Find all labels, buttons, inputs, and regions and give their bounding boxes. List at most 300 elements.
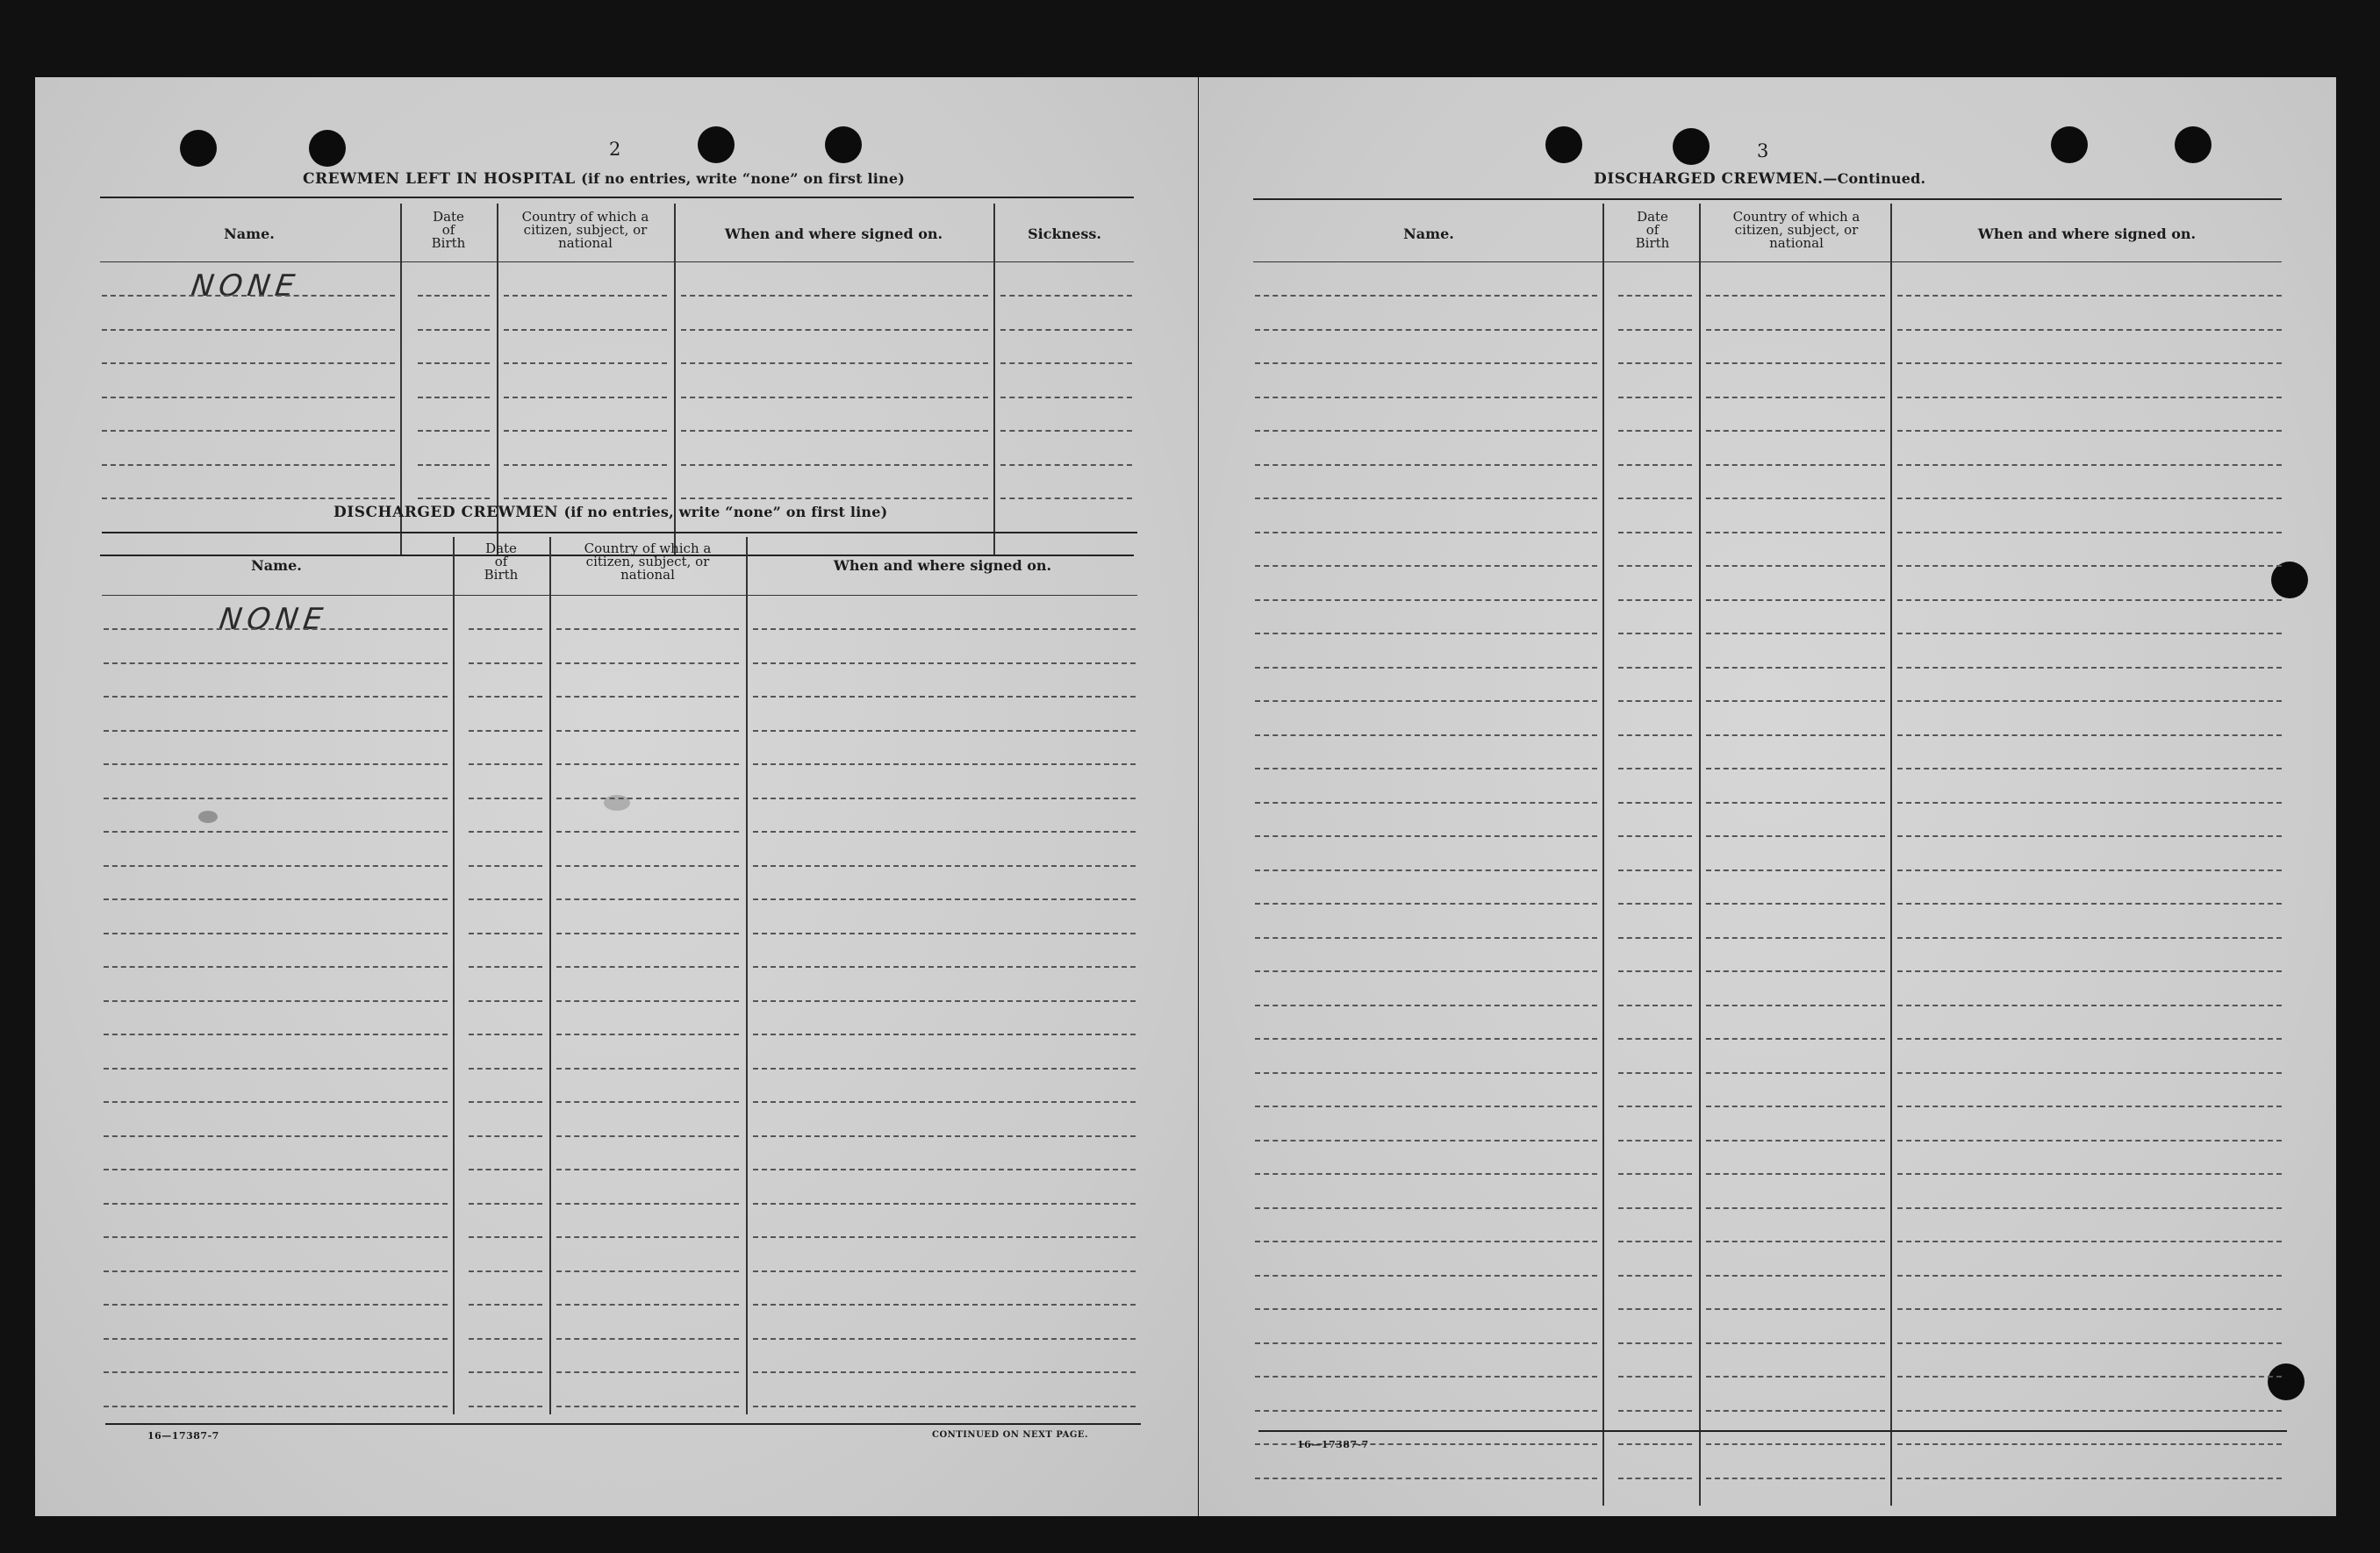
ruled-line [1897, 430, 2282, 432]
ruled-line [1255, 497, 1597, 499]
ruled-line [104, 1270, 448, 1272]
ruled-line [753, 628, 1136, 630]
ruled-line [1706, 633, 1885, 634]
ruled-line [1000, 362, 1132, 364]
ruled-line [1618, 700, 1692, 702]
ruled-line [1897, 565, 2282, 567]
ruled-line [504, 362, 667, 364]
section-top-rule [102, 532, 1137, 533]
ruled-line [469, 1338, 542, 1340]
ruled-line [1255, 430, 1597, 432]
ruled-line [1706, 870, 1885, 871]
col-header-sickness: Sickness. [1028, 225, 1101, 242]
ruled-line [556, 1068, 739, 1070]
ruled-line [753, 1236, 1136, 1238]
ruled-line [1618, 802, 1692, 804]
ruled-line [1706, 329, 1885, 331]
ruled-line [556, 1371, 739, 1373]
ruled-line [1706, 532, 1885, 533]
ruled-line [104, 1371, 448, 1373]
ruled-line [1897, 532, 2282, 533]
ruled-line [556, 1236, 739, 1238]
ruled-line [1897, 362, 2282, 364]
punch-hole [698, 126, 735, 163]
top-rule [1253, 198, 2282, 200]
ruled-line [469, 1034, 542, 1035]
ruled-line [1618, 1308, 1692, 1310]
ruled-line [1706, 397, 1885, 398]
ruled-line [1618, 329, 1692, 331]
ruled-line [1618, 362, 1692, 364]
ruled-line [1255, 532, 1597, 533]
ruled-line [753, 898, 1136, 900]
right-page-title: DISCHARGED CREWMEN.—Continued. [1594, 170, 1926, 188]
ruled-line [104, 966, 448, 968]
punch-hole [2051, 126, 2088, 163]
ruled-line [1618, 1376, 1692, 1378]
ruled-line [1000, 397, 1132, 398]
ruled-line [1897, 1173, 2282, 1175]
ruled-line [1897, 700, 2282, 702]
ruled-line [1255, 734, 1597, 736]
ruled-line [1255, 768, 1597, 769]
ruled-line [1255, 1207, 1597, 1209]
header-rule [1253, 261, 2282, 262]
ruled-line [1618, 1443, 1692, 1445]
ruled-line [469, 628, 542, 630]
column-divider [1890, 204, 1892, 1506]
column-divider [1602, 204, 1604, 1506]
ruled-line [104, 763, 448, 765]
ruled-line [1897, 1443, 2282, 1445]
ruled-line [104, 1000, 448, 1002]
ruled-line [556, 1169, 739, 1170]
ruled-line [104, 798, 448, 799]
ruled-line [104, 1169, 448, 1170]
ruled-line [469, 1406, 542, 1407]
ruled-line [104, 1406, 448, 1407]
ruled-line [1897, 397, 2282, 398]
ruled-line [1255, 633, 1597, 634]
col-header-dob: Date of Birth [1635, 209, 1670, 251]
ruled-line [1897, 1072, 2282, 1074]
ruled-line [1000, 430, 1132, 432]
ruled-line [1255, 700, 1597, 702]
ruled-line [1255, 1173, 1597, 1175]
ruled-line [102, 430, 395, 432]
ruled-line [1255, 1275, 1597, 1277]
ruled-line [556, 798, 739, 799]
ruled-line [681, 295, 988, 297]
ruled-line [1897, 599, 2282, 601]
ruled-line [1897, 667, 2282, 669]
header-rule [102, 595, 1137, 596]
ruled-line [1255, 1106, 1597, 1107]
ruled-line [1255, 1410, 1597, 1412]
ruled-line [1618, 1241, 1692, 1242]
ruled-line [753, 1034, 1136, 1035]
ruled-line [104, 1236, 448, 1238]
ruled-line [1897, 633, 2282, 634]
ruled-line [1897, 1410, 2282, 1412]
ruled-line [102, 362, 395, 364]
ruled-line [1618, 667, 1692, 669]
ruled-line [681, 464, 988, 466]
ruled-line [104, 1135, 448, 1137]
ruled-line [1706, 1241, 1885, 1242]
ruled-line [1706, 464, 1885, 466]
discharged-section-title: DISCHARGED CREWMEN (if no entries, write “none” on first line) [333, 504, 888, 521]
ruled-line [1706, 362, 1885, 364]
ruled-line [1897, 1005, 2282, 1006]
ruled-line [753, 730, 1136, 732]
ruled-line [1706, 734, 1885, 736]
col-header-country: Country of which a citizen, subject, or national [584, 540, 712, 583]
ruled-line [418, 295, 490, 297]
ruled-line [1706, 937, 1885, 939]
ruled-line [1897, 295, 2282, 297]
ruled-line [681, 362, 988, 364]
ruled-line [556, 730, 739, 732]
ruled-line [1618, 397, 1692, 398]
ruled-line [469, 933, 542, 934]
ink-smudge [604, 795, 630, 811]
ruled-line [753, 763, 1136, 765]
col-header-signed: When and where signed on. [724, 225, 943, 242]
ruled-line [1255, 667, 1597, 669]
ruled-line [104, 1101, 448, 1103]
column-divider [497, 204, 498, 555]
ruled-line [1255, 835, 1597, 837]
ruled-line [753, 1371, 1136, 1373]
ruled-line [104, 662, 448, 664]
page-number: 2 [609, 139, 621, 160]
ruled-line [556, 662, 739, 664]
ruled-line [1618, 464, 1692, 466]
ruled-line [753, 1338, 1136, 1340]
punch-hole [2175, 126, 2212, 163]
ruled-line [1255, 1038, 1597, 1040]
ruled-line [1897, 1478, 2282, 1479]
ruled-line [469, 1304, 542, 1306]
ruled-line [104, 865, 448, 867]
ruled-line [753, 1068, 1136, 1070]
ruled-line [1706, 1106, 1885, 1107]
ruled-line [469, 1371, 542, 1373]
ruled-line [1897, 870, 2282, 871]
ruled-line [469, 763, 542, 765]
ruled-line [418, 362, 490, 364]
ruled-line [1618, 903, 1692, 905]
ruled-line [556, 1270, 739, 1272]
ruled-line [1706, 835, 1885, 837]
ruled-line [104, 1338, 448, 1340]
header-rule [100, 261, 1134, 262]
punch-hole [2268, 1363, 2305, 1400]
ruled-line [504, 295, 667, 297]
handwritten-entry: NONE [217, 602, 330, 637]
ruled-line [1255, 397, 1597, 398]
ruled-line [753, 798, 1136, 799]
ruled-line [556, 1203, 739, 1205]
ruled-line [1618, 1478, 1692, 1479]
right-page [1199, 77, 2336, 1516]
ruled-line [1897, 1376, 2282, 1378]
col-header-dob: Date of Birth [484, 540, 519, 583]
ruled-line [104, 1034, 448, 1035]
col-header-signed: When and where signed on. [1977, 225, 2197, 242]
ruled-line [1897, 835, 2282, 837]
ruled-line [1706, 802, 1885, 804]
ruled-line [1706, 1038, 1885, 1040]
ruled-line [1897, 497, 2282, 499]
ruled-line [1897, 1275, 2282, 1277]
ruled-line [1706, 1308, 1885, 1310]
ruled-line [1255, 870, 1597, 871]
ruled-line [1897, 329, 2282, 331]
ruled-line [556, 966, 739, 968]
ruled-line [469, 662, 542, 664]
bottom-rule [1258, 1430, 2287, 1432]
ruled-line [1706, 700, 1885, 702]
ruled-line [504, 497, 667, 499]
ruled-line [1618, 768, 1692, 769]
ruled-line [1618, 430, 1692, 432]
ruled-line [1618, 633, 1692, 634]
ruled-line [1255, 1376, 1597, 1378]
ruled-line [1255, 1241, 1597, 1242]
ruled-line [1706, 1275, 1885, 1277]
ruled-line [104, 628, 448, 630]
ruled-line [1706, 1342, 1885, 1344]
ruled-line [1255, 1072, 1597, 1074]
ruled-line [1255, 599, 1597, 601]
ruled-line [753, 1101, 1136, 1103]
ruled-line [1255, 802, 1597, 804]
ruled-line [102, 295, 395, 297]
form-number: 16—17387-7 [1297, 1439, 1369, 1450]
col-header-name: Name. [1403, 225, 1454, 242]
ruled-line [1706, 430, 1885, 432]
ruled-line [753, 933, 1136, 934]
ruled-line [469, 696, 542, 698]
ruled-line [681, 397, 988, 398]
column-divider [400, 204, 402, 555]
ruled-line [1706, 565, 1885, 567]
ruled-line [556, 696, 739, 698]
ruled-line [102, 397, 395, 398]
ruled-line [1618, 1106, 1692, 1107]
ruled-line [753, 1000, 1136, 1002]
ruled-line [504, 430, 667, 432]
ruled-line [1255, 937, 1597, 939]
ruled-line [753, 1270, 1136, 1272]
ruled-line [1618, 835, 1692, 837]
punch-hole [1545, 126, 1582, 163]
ruled-line [1706, 1443, 1885, 1445]
ruled-line [104, 1203, 448, 1205]
ruled-line [418, 397, 490, 398]
ruled-line [1706, 1478, 1885, 1479]
ruled-line [102, 329, 395, 331]
ruled-line [753, 966, 1136, 968]
bottom-rule [105, 1423, 1141, 1425]
ruled-line [104, 898, 448, 900]
ruled-line [469, 798, 542, 799]
ruled-line [1706, 1072, 1885, 1074]
ruled-line [681, 329, 988, 331]
ruled-line [1897, 768, 2282, 769]
ruled-line [753, 1203, 1136, 1205]
ruled-line [1706, 1410, 1885, 1412]
ruled-line [1897, 1308, 2282, 1310]
ruled-line [1706, 1376, 1885, 1378]
ruled-line [104, 831, 448, 833]
ruled-line [1706, 295, 1885, 297]
ruled-line [1618, 1005, 1692, 1006]
column-divider [549, 537, 551, 1414]
ruled-line [1618, 1410, 1692, 1412]
ruled-line [469, 1135, 542, 1137]
ruled-line [1618, 1275, 1692, 1277]
ruled-line [1897, 734, 2282, 736]
ruled-line [1706, 970, 1885, 972]
ruled-line [1255, 1140, 1597, 1141]
ruled-line [1618, 1207, 1692, 1209]
ruled-line [469, 1236, 542, 1238]
left-page [35, 77, 1198, 1516]
ruled-line [1706, 1005, 1885, 1006]
ruled-line [469, 898, 542, 900]
ruled-line [1255, 565, 1597, 567]
ruled-line [1255, 1478, 1597, 1479]
ruled-line [556, 628, 739, 630]
ruled-line [1897, 1140, 2282, 1141]
ruled-line [681, 497, 988, 499]
column-divider [993, 204, 995, 555]
ruled-line [1618, 870, 1692, 871]
ruled-line [753, 1135, 1136, 1137]
ruled-line [556, 1135, 739, 1137]
ruled-line [104, 933, 448, 934]
ruled-line [1255, 1308, 1597, 1310]
ruled-line [1897, 1106, 2282, 1107]
ruled-line [1897, 1342, 2282, 1344]
ruled-line [1706, 599, 1885, 601]
ruled-line [1897, 937, 2282, 939]
ruled-line [418, 464, 490, 466]
ruled-line [1706, 667, 1885, 669]
ruled-line [1255, 295, 1597, 297]
ruled-line [104, 730, 448, 732]
ruled-line [1000, 497, 1132, 499]
ruled-line [556, 831, 739, 833]
ruled-line [1255, 1342, 1597, 1344]
ruled-line [1000, 295, 1132, 297]
ruled-line [1706, 1140, 1885, 1141]
punch-hole [180, 130, 217, 167]
ruled-line [1897, 464, 2282, 466]
ruled-line [1618, 295, 1692, 297]
ruled-line [469, 1000, 542, 1002]
ruled-line [753, 865, 1136, 867]
ruled-line [469, 966, 542, 968]
ruled-line [1618, 1342, 1692, 1344]
ruled-line [1255, 329, 1597, 331]
ruled-line [469, 730, 542, 732]
punch-hole [2271, 562, 2308, 598]
ruled-line [556, 933, 739, 934]
column-divider [1699, 204, 1701, 1506]
ruled-line [753, 1169, 1136, 1170]
ruled-line [1000, 329, 1132, 331]
ruled-line [1618, 497, 1692, 499]
ruled-line [556, 1338, 739, 1340]
ruled-line [1897, 1207, 2282, 1209]
ruled-line [1618, 1140, 1692, 1141]
ruled-line [1706, 1173, 1885, 1175]
ruled-line [556, 763, 739, 765]
ruled-line [1618, 1173, 1692, 1175]
ruled-line [1706, 903, 1885, 905]
ruled-line [1618, 1038, 1692, 1040]
ruled-line [1618, 565, 1692, 567]
ruled-line [556, 898, 739, 900]
ruled-line [469, 1101, 542, 1103]
ruled-line [1255, 464, 1597, 466]
ruled-line [469, 1270, 542, 1272]
ruled-line [104, 696, 448, 698]
ruled-line [556, 1034, 739, 1035]
ruled-line [556, 1101, 739, 1103]
ruled-line [1706, 768, 1885, 769]
ruled-line [469, 831, 542, 833]
column-divider [674, 204, 676, 555]
column-divider [746, 537, 748, 1414]
ruled-line [1255, 970, 1597, 972]
ruled-line [104, 1304, 448, 1306]
col-header-country: Country of which a citizen, subject, or national [1732, 209, 1860, 251]
ink-smudge [198, 811, 218, 823]
ruled-line [1255, 1005, 1597, 1006]
col-header-name: Name. [251, 557, 302, 574]
ruled-line [753, 1304, 1136, 1306]
ruled-line [418, 497, 490, 499]
ruled-line [1618, 937, 1692, 939]
ruled-line [104, 1068, 448, 1070]
ruled-line [1618, 532, 1692, 533]
continued-note: CONTINUED ON NEXT PAGE. [932, 1430, 1089, 1440]
ruled-line [469, 1169, 542, 1170]
ruled-line [1255, 903, 1597, 905]
ruled-line [556, 1406, 739, 1407]
ruled-line [1897, 970, 2282, 972]
punch-hole [1673, 128, 1710, 165]
ruled-line [1000, 464, 1132, 466]
ruled-line [753, 1406, 1136, 1407]
punch-hole [825, 126, 862, 163]
top-rule [100, 197, 1134, 198]
col-header-name: Name. [224, 225, 275, 242]
ruled-line [753, 696, 1136, 698]
ruled-line [102, 464, 395, 466]
ruled-line [753, 831, 1136, 833]
ruled-line [469, 1068, 542, 1070]
ruled-line [753, 662, 1136, 664]
col-header-dob: Date of Birth [431, 209, 466, 251]
ruled-line [556, 865, 739, 867]
ruled-line [469, 1203, 542, 1205]
